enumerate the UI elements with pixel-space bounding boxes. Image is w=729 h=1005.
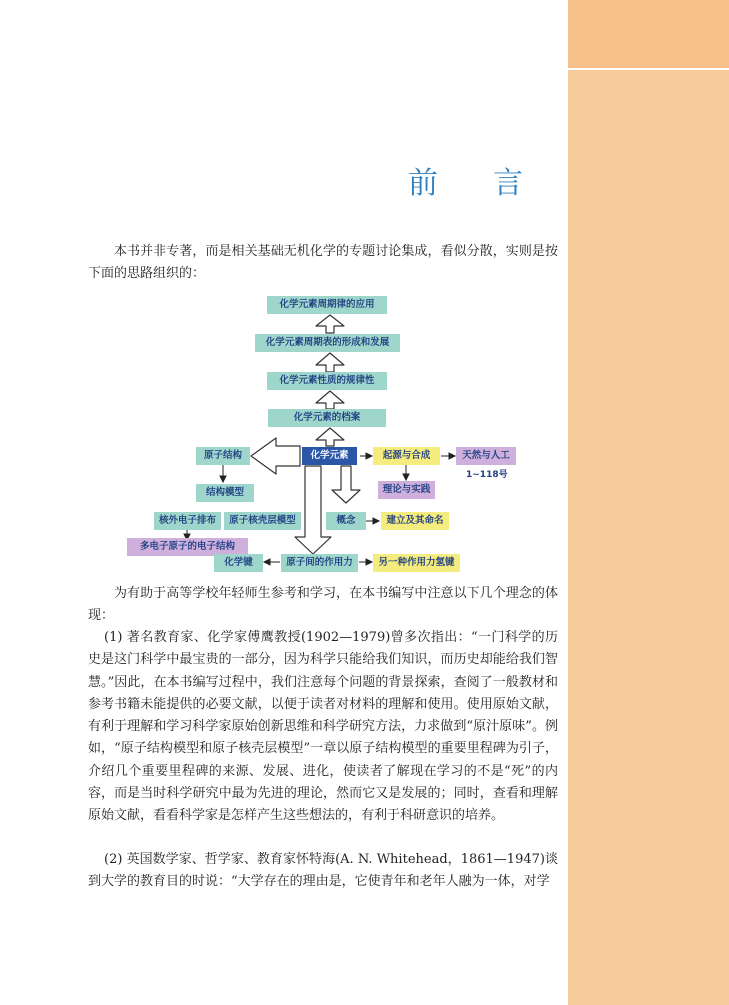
node-natural: 天然与人工 [456, 447, 516, 465]
node-theory-practice: 理论与实践 [378, 481, 435, 499]
node-concept: 概念 [326, 512, 366, 530]
node-element: 化学元素 [302, 447, 357, 465]
hollow-down-arrow-big [295, 466, 331, 554]
hollow-up-arrow-2 [316, 353, 344, 372]
hollow-down-arrow-small [332, 466, 360, 503]
node-structure-model: 结构模型 [196, 484, 254, 502]
node-interatomic: 原子间的作用力 [281, 554, 358, 572]
title-char-1: 前 [408, 166, 440, 201]
title-char-2: 言 [493, 166, 525, 201]
node-shell-model: 原子核壳层模型 [224, 512, 301, 530]
intro-paragraph: 本书并非专著，而是相关基础无机化学的专题讨论集成，看似分散，实则是按下面的思路组织的： [88, 244, 558, 282]
node-atomic-structure: 原子结构 [196, 447, 250, 465]
node-properties: 化学元素性质的规律性 [267, 372, 387, 390]
hollow-left-arrow [251, 438, 300, 474]
body-paragraph-1: 为有助于高等学校年轻师生参考和学习，在本书编写中注意以下几个理念的体现： [88, 586, 558, 624]
node-origin: 起源与合成 [373, 447, 440, 465]
node-chemical-bond: 化学键 [214, 554, 263, 572]
node-natural-sub: 1~118号 [466, 470, 508, 480]
body-paragraph-2: (1) 著名教育家、化学家傅鹰教授(1902—1979)曾多次指出：“一门科学的历史是这门科学中最宝贵的一部分，因为科学只能给我们知识，而历史却能给我们智慧。”因此，在本书编写过程中，我们注意每个问题的背景探索，查阅了一般教材和参考书籍未能提供的必要文献，以便于读者对材料的理解和使用。使用原始文献，有利于理解和学习科学家原始创新思维和科学研究方法，力求做到“原汁原味”。例如，“原子结构模型和原子核壳层模型”一章以原子结构模型的重要里程碑为引子，介绍几个重要里程碑的来源、发展、进化，使读者了解现在学习的不是“死”的内容，而是当时科学研究中最为先进的理论，然而它又是发展的；同时，查看和理解原始文献，看看科学家是怎样产生这些想法的，有利于科研意识的培养。 [88, 630, 558, 824]
body-paragraph-3: (2) 英国数学家、哲学家、教育家怀特海(A. N. Whitehead，1861—1947)谈到大学的教育目的时说：“大学存在的理由是，它使青年和老年人融为一体，对学 [88, 852, 558, 890]
node-electron-config: 核外电子排布 [154, 512, 221, 530]
node-multi-electron: 多电子原子的电子结构 [127, 538, 248, 556]
node-naming: 建立及其命名 [381, 512, 449, 530]
node-archive: 化学元素的档案 [268, 409, 386, 427]
hollow-up-arrow-1 [316, 315, 344, 333]
hollow-up-arrow-4 [316, 428, 344, 446]
node-other-force: 另一种作用力氢键 [373, 554, 460, 572]
node-application: 化学元素周期律的应用 [267, 296, 387, 314]
hollow-up-arrow-3 [316, 391, 344, 409]
node-periodic-table: 化学元素周期表的形成和发展 [255, 334, 400, 352]
